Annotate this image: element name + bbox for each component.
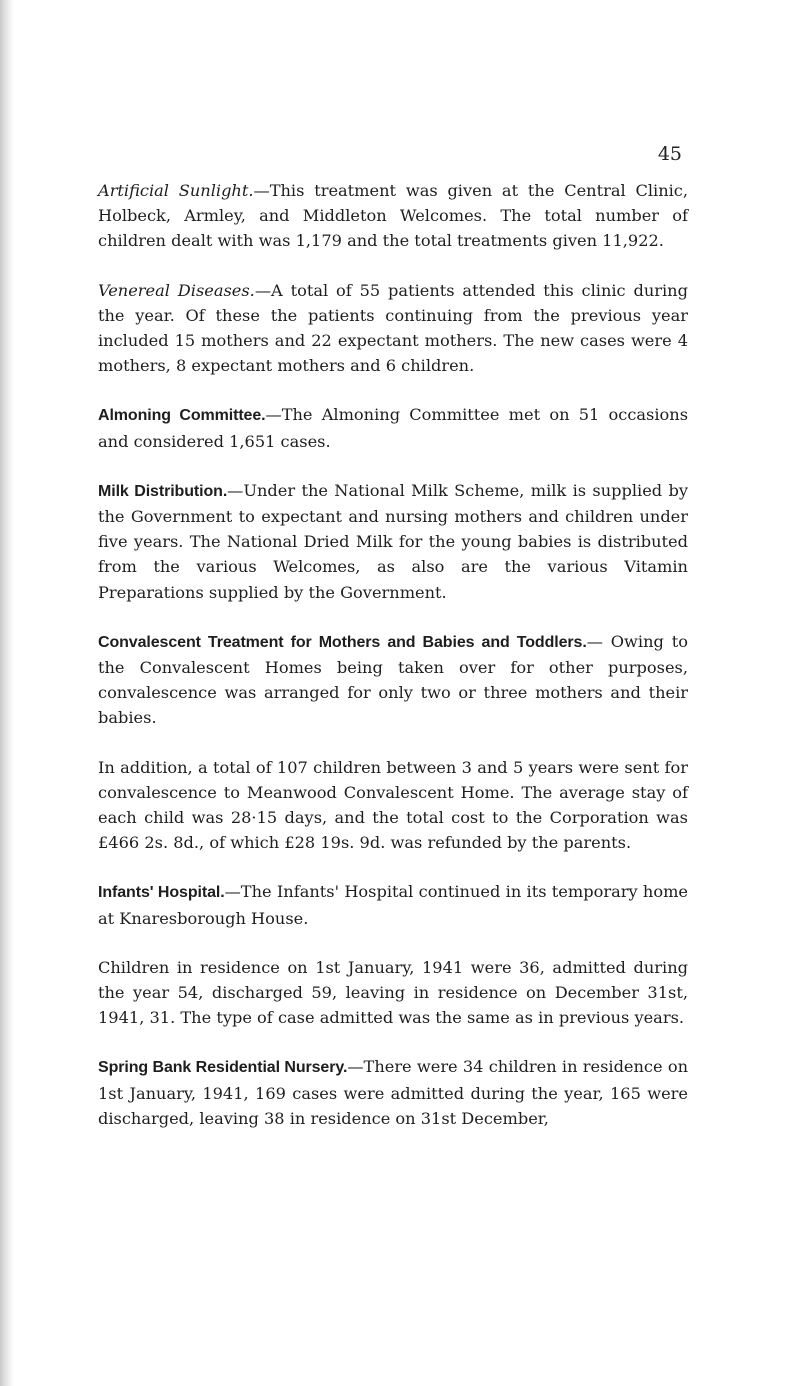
heading-dash: —	[347, 1057, 364, 1077]
heading-dash: —	[224, 882, 241, 902]
paragraph-milk-distribution	[98, 478, 688, 605]
paragraph-text: In addition, a total of 107 children between 3 and 5 years were sent for convalescence to Meanwood Convalescent Home. The average stay of each child was 28·15 days, and the total cost to the Corporation was £466 2s. 8d., of which £28 19s. 9d. was refunded by the parents.	[98, 757, 688, 853]
paragraph-heading: Artificial Sunlight.	[98, 181, 254, 200]
paragraph-heading: Infants' Hospital.	[98, 884, 225, 902]
paragraph-almoning-committee	[98, 402, 688, 453]
paragraph-text: Under the National Milk Scheme, milk is supplied by the Government to expectant and nursing mothers and children under five years. The National Dried Milk for the young babies is distributed from the various Welcomes, as also are the various Vitamin Preparations supplied by the Government.	[98, 480, 688, 602]
heading-dash: —	[227, 480, 244, 500]
paragraph-heading: Milk Distribution.	[98, 482, 228, 500]
paragraph-text: Children in residence on 1st January, 1941 were 36, admitted during the year 54, discharged 59, leaving in residence on December 31st, 1941, 31. The type of case admitted was the same as in previous years.	[98, 957, 688, 1028]
paragraph-text: The Almoning Committee met on 51 occasions and considered 1,651 cases.	[98, 405, 689, 451]
paragraph-text: There were 34 children in residence on 1st January, 1941, 169 cases were admitted during the year, 165 were discharged, leaving 38 in residence on 31st December,	[98, 1057, 688, 1128]
paragraph-text: This treatment was given at the Central Clinic, Holbeck, Armley, and Middleton Welcomes. The total number of children dealt with was 1,179 and the total treatments given 11,922.	[98, 181, 689, 251]
paragraph-venereal-diseases	[98, 278, 688, 379]
page-number: 45	[657, 143, 682, 165]
paragraph-hospital-residence	[98, 955, 688, 1031]
paragraph-text: The Infants' Hospital continued in its temporary home at Knaresborough House.	[98, 882, 688, 928]
page-edge-shadow	[0, 0, 14, 1386]
heading-dash: —	[265, 405, 282, 425]
paragraph-text: Owing to the Convalescent Homes being taken over for other purposes, convalescence was arranged for only two or three mothers and their babies.	[98, 631, 688, 728]
paragraph-heading: Almoning Committee.	[98, 407, 266, 425]
heading-dash: —	[586, 631, 603, 651]
heading-dash: —	[253, 181, 270, 200]
paragraph-spring-bank-nursery	[98, 1054, 688, 1131]
paragraph-convalescence-children	[98, 755, 688, 856]
paragraph-artificial-sunlight	[98, 178, 688, 254]
heading-dash: —	[254, 280, 272, 300]
paragraph-convalescent-treatment	[98, 629, 688, 731]
paragraph-heading: Convalescent Treatment for Mothers and Babies and Toddlers.	[98, 633, 587, 651]
paragraph-infants-hospital	[98, 879, 688, 930]
paragraph-heading: Spring Bank Residential Nursery.	[98, 1059, 348, 1077]
paragraph-text: A total of 55 patients attended this clinic during the year. Of these the patients continuing from the previous year included 15 mothers and 22 expectant mothers. The new cases were 4 mothers, 8 expectant mothers and 6 children.	[98, 280, 688, 376]
page-body	[98, 178, 688, 1155]
paragraph-heading: Venereal Diseases.	[98, 280, 255, 300]
